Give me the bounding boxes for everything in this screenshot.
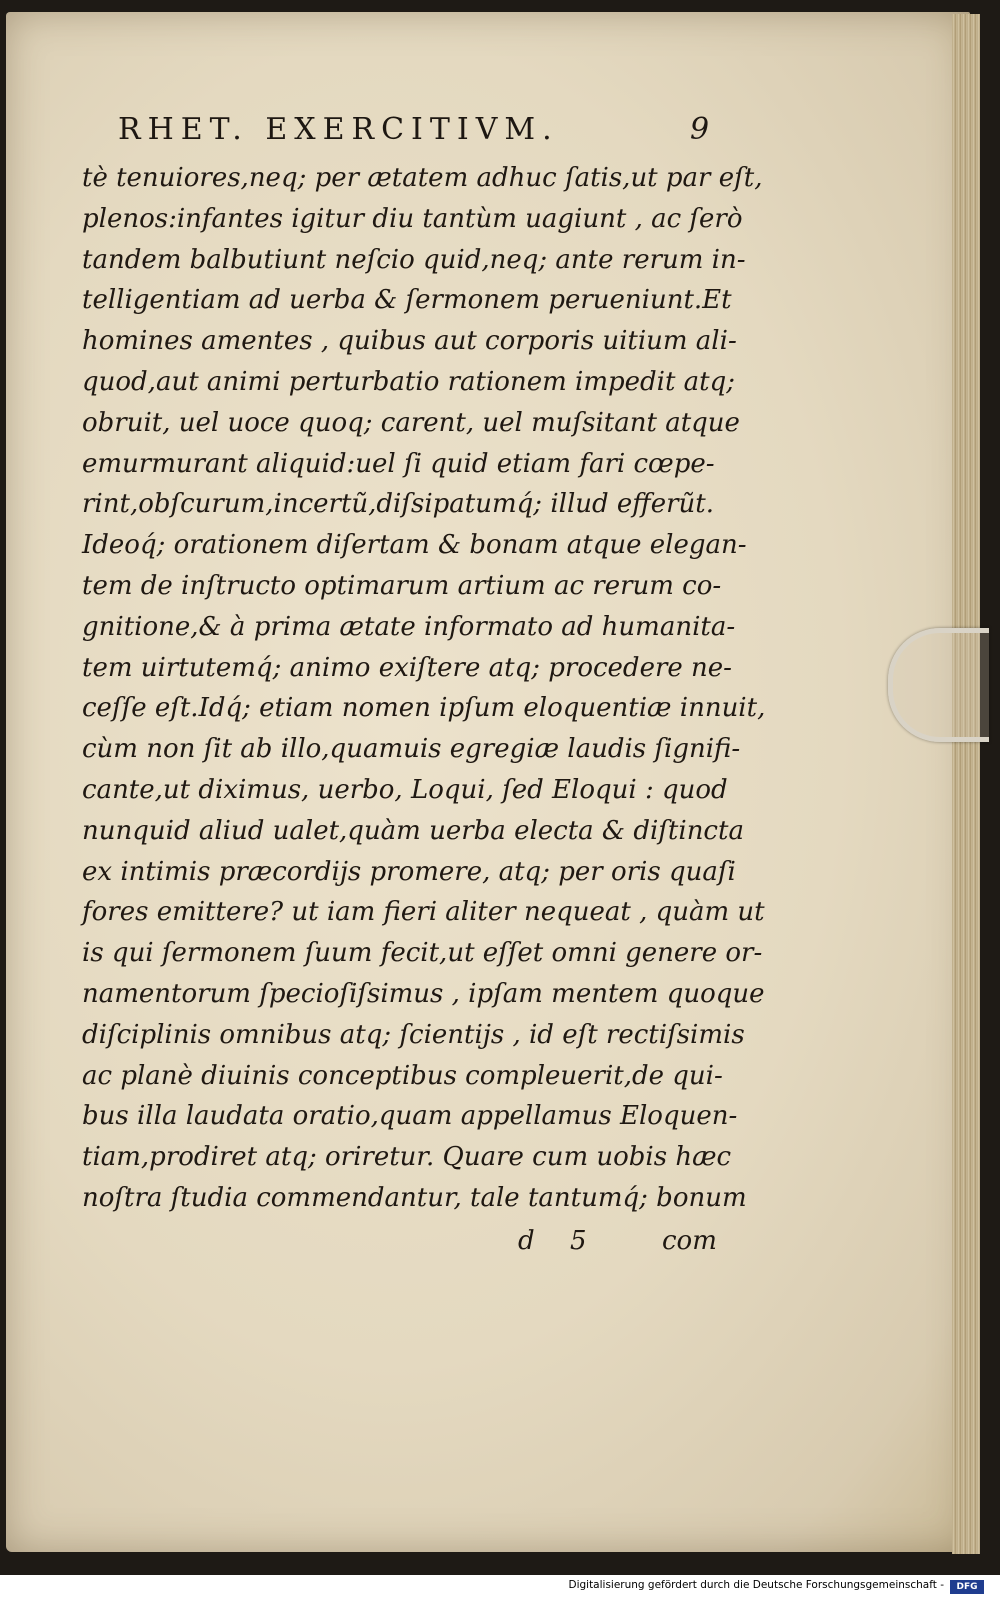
text-line: cante,ut diximus, uerbo, Loqui, ſed Eloqui : quod [82, 774, 728, 805]
text-line: nunquid aliud ualet,quàm uerba electa & diſtincta [82, 815, 744, 846]
text-line: telligentiam ad uerba & ſermonem perueniunt.Et [82, 285, 732, 316]
page-edges [952, 14, 980, 1554]
text-line: quod,aut animi perturbatio rationem impedit atq; [82, 366, 736, 397]
binding-clasp [888, 628, 989, 742]
text-line: ex intimis præcordijs promere, atq; per oris quaſi [82, 856, 736, 887]
text-line: Ideoq́; orationem diſertam & bonam atque elegan- [82, 530, 747, 561]
text-line: ceſſe eſt.Idq́; etiam nomen ipſum eloquentiæ innuit, [82, 693, 766, 724]
text-line: tem uirtutemq́; animo exiſtere atq; procedere ne- [82, 652, 732, 683]
digitization-footer [0, 1575, 1000, 1600]
text-line: obruit, uel uoce quoq; carent, uel muſsitant atque [82, 407, 740, 438]
running-head [118, 112, 718, 158]
text-line: tem de inſtructo optimarum artium ac rerum co- [82, 570, 722, 601]
signature-line [518, 1226, 748, 1266]
text-line: diſciplinis omnibus atq; ſcientijs , id eſt rectiſsimis [82, 1019, 745, 1050]
text-line: noſtra ſtudia commendantur, tale tantumq́; bonum [82, 1182, 747, 1213]
text-line: tiam,prodiret atq; oriretur. Quare cum uobis hæc [82, 1142, 732, 1173]
text-line: rint,obſcurum,incertũ,diſsipatumq́; illud efferũt. [82, 489, 714, 520]
text-line: homines amentes , quibus aut corporis uitium ali- [82, 326, 737, 357]
text-line: fores emittere? ut iam fieri aliter nequeat , quàm ut [82, 897, 765, 928]
text-line: emurmurant aliquid:uel ſi quid etiam fari cœpe- [82, 448, 715, 479]
dfg-logo: DFG [950, 1580, 984, 1594]
text-line: ac planè diuinis conceptibus compleuerit,de qui- [82, 1060, 723, 1091]
text-line: is qui ſermonem ſuum fecit,ut eſſet omni genere or- [82, 938, 763, 969]
text-line: tandem balbutiunt neſcio quid,neq; ante rerum in- [82, 244, 746, 275]
catchword: com [662, 1226, 717, 1256]
text-line: cùm non ſit ab illo,quamuis egregiæ laudis ſignifi- [82, 734, 741, 765]
signature-number: 5 [570, 1226, 587, 1256]
text-line: bus illa laudata oratio,quam appellamus Eloquen- [82, 1101, 738, 1132]
page-number: 9 [690, 112, 710, 147]
running-title: RHET. EXERCITIVM. [118, 112, 559, 147]
text-line: plenos:infantes igitur diu tantùm uagiunt , ac ſerò [82, 203, 743, 234]
text-line: namentorum ſpecioſiſsimus , ipſam mentem quoque [82, 978, 765, 1009]
text-line: tè tenuiores,neq; per ætatem adhuc ſatis,ut par eſt, [82, 163, 763, 193]
signature-mark: d [518, 1226, 535, 1256]
funding-credit: Digitalisierung gefördert durch die Deutsche Forschungsgemeinschaft - [568, 1579, 944, 1591]
text-line: gnitione,& à prima ætate informato ad humanita- [82, 611, 736, 642]
body-text [82, 158, 766, 1219]
